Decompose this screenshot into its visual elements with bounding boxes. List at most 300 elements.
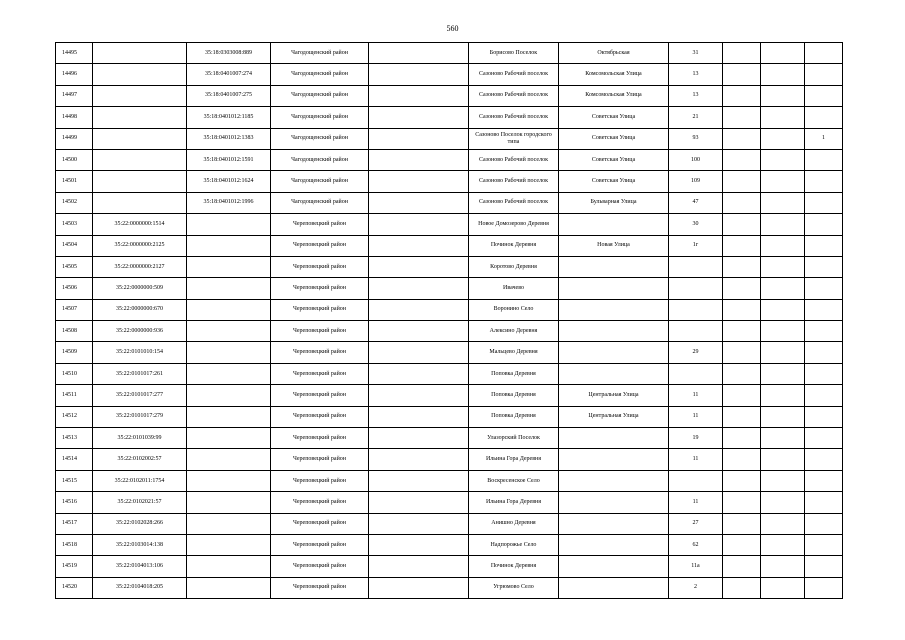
- row-number-cell: 14503: [56, 214, 93, 235]
- col-9-cell: [723, 299, 761, 320]
- cadastral-number-building-cell: 35:18:0401007:275: [187, 85, 271, 106]
- street-cell: Новая Улица: [559, 235, 669, 256]
- house-number-cell: [669, 363, 723, 384]
- col-10-cell: [761, 85, 805, 106]
- cadastral-number-land-cell: 35:22:0000000:509: [93, 278, 187, 299]
- locality-cell: Поповка Деревня: [469, 385, 559, 406]
- col-11-cell: [805, 342, 843, 363]
- locality-cell: Сазоново Рабочий поселок: [469, 64, 559, 85]
- table-row: [56, 556, 843, 577]
- row-number-cell: 14501: [56, 171, 93, 192]
- settlement-extra-cell: [369, 577, 469, 598]
- cadastral-number-land-cell: [93, 85, 187, 106]
- district-cell: Череповецкий район: [271, 556, 369, 577]
- locality-cell: Ильина Гора Деревня: [469, 449, 559, 470]
- table-row: [56, 406, 843, 427]
- settlement-extra-cell: [369, 470, 469, 491]
- col-11-cell: 1: [805, 128, 843, 149]
- row-number-cell: 14507: [56, 299, 93, 320]
- locality-cell: Починок Деревня: [469, 235, 559, 256]
- house-number-cell: [669, 321, 723, 342]
- cadastral-number-building-cell: [187, 449, 271, 470]
- col-10-cell: [761, 192, 805, 213]
- house-number-cell: 11: [669, 492, 723, 513]
- cadastral-number-building-cell: 35:18:0401007:274: [187, 64, 271, 85]
- cadastral-number-building-cell: [187, 278, 271, 299]
- settlement-extra-cell: [369, 342, 469, 363]
- cadastral-number-land-cell: 35:22:0101039:99: [93, 428, 187, 449]
- col-11-cell: [805, 534, 843, 555]
- street-cell: Октябрьская: [559, 43, 669, 64]
- house-number-cell: 11: [669, 406, 723, 427]
- table-row: [56, 64, 843, 85]
- settlement-extra-cell: [369, 321, 469, 342]
- street-cell: Советская Улица: [559, 171, 669, 192]
- col-9-cell: [723, 385, 761, 406]
- house-number-cell: 93: [669, 128, 723, 149]
- col-9-cell: [723, 235, 761, 256]
- col-9-cell: [723, 149, 761, 170]
- cadastral-number-building-cell: [187, 556, 271, 577]
- locality-cell: Угрюмово Село: [469, 577, 559, 598]
- row-number-cell: 14497: [56, 85, 93, 106]
- street-cell: [559, 299, 669, 320]
- col-9-cell: [723, 406, 761, 427]
- cadastral-number-building-cell: [187, 470, 271, 491]
- col-9-cell: [723, 256, 761, 277]
- street-cell: [559, 449, 669, 470]
- cadastral-number-building-cell: [187, 235, 271, 256]
- col-9-cell: [723, 470, 761, 491]
- cadastral-number-land-cell: 35:22:0101017:261: [93, 363, 187, 384]
- row-number-cell: 14520: [56, 577, 93, 598]
- street-cell: [559, 214, 669, 235]
- settlement-extra-cell: [369, 107, 469, 128]
- col-10-cell: [761, 577, 805, 598]
- settlement-extra-cell: [369, 449, 469, 470]
- cadastral-number-land-cell: 35:22:0101017:279: [93, 406, 187, 427]
- street-cell: [559, 256, 669, 277]
- street-cell: Центральная Улица: [559, 385, 669, 406]
- col-9-cell: [723, 278, 761, 299]
- street-cell: Советская Улица: [559, 128, 669, 149]
- settlement-extra-cell: [369, 406, 469, 427]
- row-number-cell: 14504: [56, 235, 93, 256]
- settlement-extra-cell: [369, 256, 469, 277]
- col-10-cell: [761, 171, 805, 192]
- row-number-cell: 14499: [56, 128, 93, 149]
- district-cell: Череповецкий район: [271, 235, 369, 256]
- table-row: [56, 214, 843, 235]
- cadastral-number-building-cell: [187, 492, 271, 513]
- cadastral-number-building-cell: 35:18:0401012:1383: [187, 128, 271, 149]
- street-cell: [559, 556, 669, 577]
- col-11-cell: [805, 363, 843, 384]
- table-row: [56, 278, 843, 299]
- cadastral-number-land-cell: 35:22:0000000:1514: [93, 214, 187, 235]
- street-cell: [559, 513, 669, 534]
- house-number-cell: 11: [669, 449, 723, 470]
- col-10-cell: [761, 470, 805, 491]
- street-cell: [559, 321, 669, 342]
- cadastral-number-land-cell: 35:22:0101017:277: [93, 385, 187, 406]
- district-cell: Череповецкий район: [271, 577, 369, 598]
- row-number-cell: 14519: [56, 556, 93, 577]
- table-row: [56, 192, 843, 213]
- district-cell: Череповецкий район: [271, 342, 369, 363]
- house-number-cell: 47: [669, 192, 723, 213]
- row-number-cell: 14508: [56, 321, 93, 342]
- cadastral-number-building-cell: [187, 363, 271, 384]
- house-number-cell: 13: [669, 64, 723, 85]
- locality-cell: Ильина Гора Деревня: [469, 492, 559, 513]
- settlement-extra-cell: [369, 492, 469, 513]
- table-row: [56, 470, 843, 491]
- row-number-cell: 14512: [56, 406, 93, 427]
- cadastral-number-building-cell: 35:18:0401012:1996: [187, 192, 271, 213]
- table-row: [56, 299, 843, 320]
- table-row: [56, 128, 843, 149]
- settlement-extra-cell: [369, 278, 469, 299]
- table-row: [56, 513, 843, 534]
- street-cell: [559, 428, 669, 449]
- street-cell: [559, 342, 669, 363]
- locality-cell: Поповка Деревня: [469, 363, 559, 384]
- district-cell: Череповецкий район: [271, 363, 369, 384]
- col-9-cell: [723, 492, 761, 513]
- district-cell: Череповецкий район: [271, 470, 369, 491]
- house-number-cell: 29: [669, 342, 723, 363]
- table-row: [56, 149, 843, 170]
- col-11-cell: [805, 556, 843, 577]
- col-11-cell: [805, 64, 843, 85]
- col-10-cell: [761, 128, 805, 149]
- district-cell: Череповецкий район: [271, 449, 369, 470]
- locality-cell: Сазоново Рабочий поселок: [469, 171, 559, 192]
- col-10-cell: [761, 299, 805, 320]
- locality-cell: Анишно Деревня: [469, 513, 559, 534]
- col-9-cell: [723, 192, 761, 213]
- row-number-cell: 14514: [56, 449, 93, 470]
- settlement-extra-cell: [369, 214, 469, 235]
- cadastral-number-building-cell: 35:18:0303008:889: [187, 43, 271, 64]
- locality-cell: Воскресенское Село: [469, 470, 559, 491]
- settlement-extra-cell: [369, 192, 469, 213]
- district-cell: Чагодощенский район: [271, 43, 369, 64]
- col-11-cell: [805, 513, 843, 534]
- col-11-cell: [805, 492, 843, 513]
- col-10-cell: [761, 534, 805, 555]
- row-number-cell: 14513: [56, 428, 93, 449]
- col-11-cell: [805, 299, 843, 320]
- district-cell: Чагодощенский район: [271, 171, 369, 192]
- street-cell: Бульварная Улица: [559, 192, 669, 213]
- col-11-cell: [805, 107, 843, 128]
- street-cell: [559, 577, 669, 598]
- cadastral-number-land-cell: [93, 192, 187, 213]
- settlement-extra-cell: [369, 299, 469, 320]
- table-row: [56, 321, 843, 342]
- district-cell: Череповецкий район: [271, 492, 369, 513]
- col-11-cell: [805, 406, 843, 427]
- cadastral-number-land-cell: 35:22:0102021:57: [93, 492, 187, 513]
- locality-cell: Надпорожье Село: [469, 534, 559, 555]
- col-9-cell: [723, 449, 761, 470]
- district-cell: Череповецкий район: [271, 278, 369, 299]
- row-number-cell: 14518: [56, 534, 93, 555]
- row-number-cell: 14500: [56, 149, 93, 170]
- cadastral-number-building-cell: [187, 534, 271, 555]
- col-10-cell: [761, 363, 805, 384]
- col-11-cell: [805, 192, 843, 213]
- table-row: [56, 235, 843, 256]
- table-row: [56, 107, 843, 128]
- settlement-extra-cell: [369, 428, 469, 449]
- locality-cell: Новое Домозерово Деревня: [469, 214, 559, 235]
- cadastral-number-building-cell: 35:18:0401012:1185: [187, 107, 271, 128]
- col-9-cell: [723, 513, 761, 534]
- col-10-cell: [761, 235, 805, 256]
- house-number-cell: [669, 299, 723, 320]
- col-10-cell: [761, 278, 805, 299]
- locality-cell: Сазоново Рабочий поселок: [469, 85, 559, 106]
- row-number-cell: 14505: [56, 256, 93, 277]
- col-10-cell: [761, 513, 805, 534]
- house-number-cell: 13: [669, 85, 723, 106]
- cadastral-number-land-cell: 35:22:0000000:2125: [93, 235, 187, 256]
- locality-cell: Борисово Поселок: [469, 43, 559, 64]
- table-row: [56, 534, 843, 555]
- col-9-cell: [723, 428, 761, 449]
- col-10-cell: [761, 64, 805, 85]
- street-cell: Центральная Улица: [559, 406, 669, 427]
- street-cell: Советская Улица: [559, 107, 669, 128]
- street-cell: [559, 492, 669, 513]
- col-9-cell: [723, 85, 761, 106]
- cadastral-number-building-cell: [187, 385, 271, 406]
- locality-cell: Алексино Деревня: [469, 321, 559, 342]
- col-10-cell: [761, 321, 805, 342]
- settlement-extra-cell: [369, 43, 469, 64]
- house-number-cell: [669, 278, 723, 299]
- col-11-cell: [805, 235, 843, 256]
- house-number-cell: 19: [669, 428, 723, 449]
- row-number-cell: 14509: [56, 342, 93, 363]
- row-number-cell: 14511: [56, 385, 93, 406]
- col-9-cell: [723, 128, 761, 149]
- district-cell: Череповецкий район: [271, 534, 369, 555]
- settlement-extra-cell: [369, 235, 469, 256]
- house-number-cell: 1г: [669, 235, 723, 256]
- cadastral-number-land-cell: [93, 171, 187, 192]
- table-row: [56, 428, 843, 449]
- district-cell: Череповецкий район: [271, 385, 369, 406]
- district-cell: Череповецкий район: [271, 406, 369, 427]
- district-cell: Череповецкий район: [271, 299, 369, 320]
- district-cell: Череповецкий район: [271, 256, 369, 277]
- col-9-cell: [723, 577, 761, 598]
- table-row: [56, 43, 843, 64]
- settlement-extra-cell: [369, 128, 469, 149]
- col-10-cell: [761, 406, 805, 427]
- locality-cell: Воронино Село: [469, 299, 559, 320]
- locality-cell: Ивачево: [469, 278, 559, 299]
- row-number-cell: 14506: [56, 278, 93, 299]
- settlement-extra-cell: [369, 149, 469, 170]
- row-number-cell: 14515: [56, 470, 93, 491]
- table-row: [56, 85, 843, 106]
- cadastral-number-land-cell: 35:22:0103014:138: [93, 534, 187, 555]
- col-10-cell: [761, 256, 805, 277]
- table-row: [56, 577, 843, 598]
- table-row: [56, 256, 843, 277]
- row-number-cell: 14516: [56, 492, 93, 513]
- col-11-cell: [805, 428, 843, 449]
- cadastral-number-building-cell: [187, 406, 271, 427]
- col-10-cell: [761, 556, 805, 577]
- cadastral-number-building-cell: [187, 256, 271, 277]
- col-10-cell: [761, 492, 805, 513]
- cadastral-number-land-cell: 35:22:0102028:266: [93, 513, 187, 534]
- col-10-cell: [761, 428, 805, 449]
- house-number-cell: 109: [669, 171, 723, 192]
- col-9-cell: [723, 342, 761, 363]
- col-9-cell: [723, 556, 761, 577]
- district-cell: Чагодощенский район: [271, 128, 369, 149]
- settlement-extra-cell: [369, 556, 469, 577]
- col-11-cell: [805, 171, 843, 192]
- house-number-cell: 2: [669, 577, 723, 598]
- district-cell: Череповецкий район: [271, 214, 369, 235]
- col-9-cell: [723, 363, 761, 384]
- locality-cell: Починок Деревня: [469, 556, 559, 577]
- settlement-extra-cell: [369, 363, 469, 384]
- cadastral-number-land-cell: 35:22:0104018:205: [93, 577, 187, 598]
- cadastral-number-land-cell: 35:22:0101010:154: [93, 342, 187, 363]
- cadastral-number-land-cell: 35:22:0102011:1754: [93, 470, 187, 491]
- col-10-cell: [761, 385, 805, 406]
- house-number-cell: 31: [669, 43, 723, 64]
- col-11-cell: [805, 470, 843, 491]
- col-9-cell: [723, 171, 761, 192]
- settlement-extra-cell: [369, 64, 469, 85]
- cadastral-number-land-cell: [93, 64, 187, 85]
- cadastral-number-land-cell: 35:22:0102002:57: [93, 449, 187, 470]
- col-11-cell: [805, 85, 843, 106]
- col-9-cell: [723, 321, 761, 342]
- cadastral-number-building-cell: [187, 577, 271, 598]
- house-number-cell: [669, 256, 723, 277]
- col-10-cell: [761, 214, 805, 235]
- table-row: [56, 385, 843, 406]
- col-11-cell: [805, 577, 843, 598]
- district-cell: Чагодощенский район: [271, 149, 369, 170]
- cadastral-number-land-cell: [93, 43, 187, 64]
- col-11-cell: [805, 385, 843, 406]
- col-9-cell: [723, 64, 761, 85]
- cadastral-number-land-cell: 35:22:0000000:670: [93, 299, 187, 320]
- cadastral-number-building-cell: 35:18:0401012:1624: [187, 171, 271, 192]
- table-row: [56, 449, 843, 470]
- cadastral-number-land-cell: [93, 107, 187, 128]
- settlement-extra-cell: [369, 385, 469, 406]
- col-11-cell: [805, 449, 843, 470]
- street-cell: Комсомольская Улица: [559, 85, 669, 106]
- col-11-cell: [805, 278, 843, 299]
- locality-cell: Сазоново Рабочий поселок: [469, 192, 559, 213]
- locality-cell: Сазоново Рабочий поселок: [469, 149, 559, 170]
- settlement-extra-cell: [369, 534, 469, 555]
- row-number-cell: 14498: [56, 107, 93, 128]
- street-cell: Комсомольская Улица: [559, 64, 669, 85]
- col-9-cell: [723, 214, 761, 235]
- house-number-cell: 30: [669, 214, 723, 235]
- cadastral-number-building-cell: [187, 214, 271, 235]
- col-11-cell: [805, 321, 843, 342]
- col-10-cell: [761, 449, 805, 470]
- house-number-cell: 27: [669, 513, 723, 534]
- table-row: [56, 342, 843, 363]
- col-10-cell: [761, 342, 805, 363]
- col-11-cell: [805, 149, 843, 170]
- house-number-cell: [669, 470, 723, 491]
- col-11-cell: [805, 43, 843, 64]
- registry-table: [55, 42, 843, 599]
- locality-cell: Коротово Деревня: [469, 256, 559, 277]
- row-number-cell: 14510: [56, 363, 93, 384]
- district-cell: Чагодощенский район: [271, 64, 369, 85]
- cadastral-number-building-cell: [187, 513, 271, 534]
- col-10-cell: [761, 107, 805, 128]
- col-9-cell: [723, 107, 761, 128]
- table-row: [56, 492, 843, 513]
- house-number-cell: 62: [669, 534, 723, 555]
- row-number-cell: 14495: [56, 43, 93, 64]
- col-10-cell: [761, 149, 805, 170]
- locality-cell: Мальцево Деревня: [469, 342, 559, 363]
- house-number-cell: 11а: [669, 556, 723, 577]
- col-11-cell: [805, 214, 843, 235]
- locality-cell: Сазоново Рабочий поселок: [469, 107, 559, 128]
- street-cell: [559, 534, 669, 555]
- district-cell: Череповецкий район: [271, 428, 369, 449]
- settlement-extra-cell: [369, 171, 469, 192]
- street-cell: [559, 278, 669, 299]
- cadastral-number-building-cell: [187, 299, 271, 320]
- cadastral-number-land-cell: [93, 149, 187, 170]
- settlement-extra-cell: [369, 513, 469, 534]
- district-cell: Череповецкий район: [271, 513, 369, 534]
- district-cell: Череповецкий район: [271, 321, 369, 342]
- street-cell: [559, 470, 669, 491]
- locality-cell: Поповка Деревня: [469, 406, 559, 427]
- district-cell: Чагодощенский район: [271, 192, 369, 213]
- cadastral-number-building-cell: 35:18:0401012:1591: [187, 149, 271, 170]
- table-row: [56, 363, 843, 384]
- row-number-cell: 14502: [56, 192, 93, 213]
- col-9-cell: [723, 43, 761, 64]
- district-cell: Чагодощенский район: [271, 85, 369, 106]
- col-11-cell: [805, 256, 843, 277]
- cadastral-number-building-cell: [187, 342, 271, 363]
- cadastral-number-building-cell: [187, 321, 271, 342]
- settlement-extra-cell: [369, 85, 469, 106]
- table-row: [56, 171, 843, 192]
- cadastral-number-land-cell: [93, 128, 187, 149]
- cadastral-number-land-cell: 35:22:0000000:2127: [93, 256, 187, 277]
- row-number-cell: 14496: [56, 64, 93, 85]
- col-9-cell: [723, 534, 761, 555]
